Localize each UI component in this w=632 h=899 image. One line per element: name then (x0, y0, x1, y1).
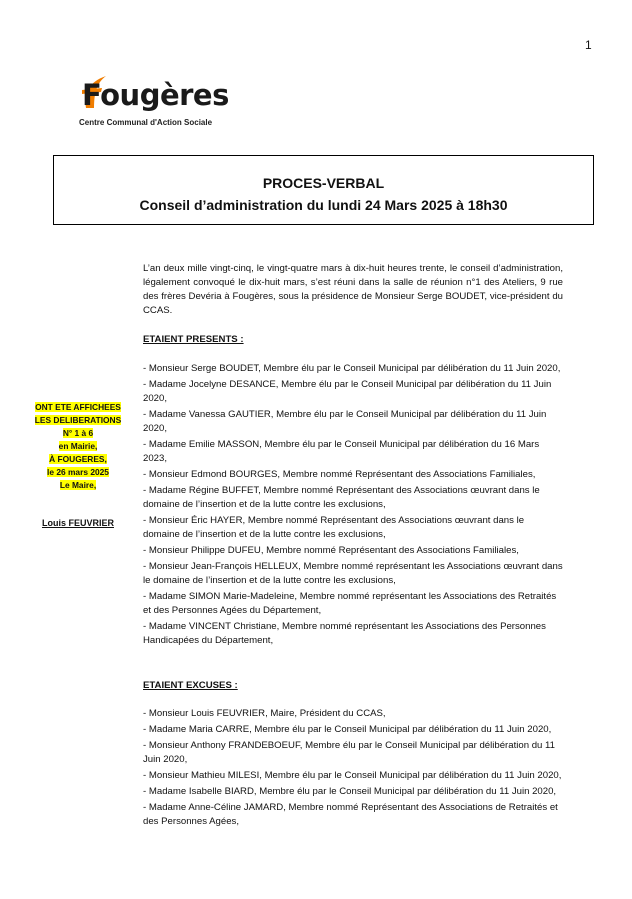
list-item: - Monsieur Louis FEUVRIER, Maire, Président du CCAS, (143, 708, 386, 719)
page-number: 1 (585, 38, 592, 52)
list-item: - Madame Vanessa GAUTIER, Membre élu par le Conseil Municipal par délibération du 11 Juin 2020, (143, 409, 547, 434)
intro-paragraph: L’an deux mille vingt-cinq, le vingt-quatre mars à dix-huit heures trente, le conseil d’administration, légalement convoqué le dix-huit mars, s’est réuni dans la salle de réunion n°1 des Ateliers, 9 rue des frères Devéria à Fougères, sous la présidence de Monsieur Serge BOUDET, vice-président du CCAS. (143, 263, 563, 316)
list-item: - Monsieur Philippe DUFEU, Membre nommé Représentant des Associations Familiales, (143, 545, 519, 556)
list-item: - Madame Isabelle BIARD, Membre élu par le Conseil Municipal par délibération du 11 Juin 2020, (143, 786, 557, 797)
document-subtitle: Conseil d’administration du lundi 24 Mars 2025 à 18h30 (139, 197, 508, 213)
logo-wordmark: Fougères (82, 78, 229, 112)
present-list (143, 362, 563, 648)
excused-list (143, 707, 563, 829)
list-item: - Madame SIMON Marie-Madeleine, Membre nommé représentant les Associations des Retraités et des Personnes Agées du Département, (143, 591, 557, 616)
list-item: - Monsieur Serge BOUDET, Membre élu par le Conseil Municipal par délibération du 11 Juin 2020, (143, 363, 561, 374)
list-item: - Madame Maria CARRE, Membre élu par le Conseil Municipal par délibération du 11 Juin 2020, (143, 724, 552, 735)
notice-line: N° 1 à 6 (62, 428, 94, 438)
notice-line: en Mairie, (58, 441, 98, 451)
list-item: - Madame Anne-Céline JAMARD, Membre nommé Représentant des Associations de Retraités et des Personnes Agées, (143, 802, 558, 827)
notice-line: LES DELIBERATIONS (34, 415, 122, 425)
list-item: - Monsieur Anthony FRANDEBOEUF, Membre élu par le Conseil Municipal par délibération du 11 Juin 2020, (143, 740, 556, 765)
list-item: - Madame VINCENT Christiane, Membre nommé représentant les Associations des Personnes Handicapées du Département, (143, 621, 546, 646)
mayor-signature: Louis FEUVRIER (41, 518, 114, 528)
list-item: - Madame Jocelyne DESANCE, Membre élu par le Conseil Municipal par délibération du 11 Juin 2020, (143, 379, 552, 404)
title-box (53, 155, 594, 225)
present-heading: ETAIENT PRESENTS : (143, 334, 244, 345)
posting-notice (30, 401, 126, 492)
notice-line: À FOUGERES, (49, 454, 107, 464)
excused-heading: ETAIENT EXCUSES : (143, 680, 238, 691)
list-item: - Monsieur Edmond BOURGES, Membre nommé Représentant des Associations Familiales, (143, 469, 536, 480)
list-item: - Madame Régine BUFFET, Membre nommé Représentant des Associations œuvrant dans le domaine de l’insertion et de la lutte contre les exclusions, (143, 485, 540, 510)
list-item: - Monsieur Jean-François HELLEUX, Membre nommé représentant les Associations œuvrant dans le domaine de l’insertion et de la lutte contre les exclusions, (143, 561, 563, 586)
list-item: - Monsieur Éric HAYER, Membre nommé Représentant des Associations œuvrant dans le domaine de l’insertion et de la lutte contre les exclusions, (143, 515, 525, 540)
ccas-logo (76, 70, 236, 132)
list-item: - Monsieur Mathieu MILESI, Membre élu par le Conseil Municipal par délibération du 11 Juin 2020, (143, 770, 562, 781)
notice-line: Le Maire, (59, 480, 97, 490)
list-item: - Madame Emilie MASSON, Membre élu par le Conseil Municipal par délibération du 16 Mars 2023, (143, 439, 540, 464)
notice-line: ONT ETE AFFICHEES (35, 402, 121, 412)
logo-tagline: Centre Communal d'Action Sociale (79, 118, 213, 127)
notice-line: le 26 mars 2025 (47, 467, 109, 477)
excused-section (143, 707, 563, 831)
document-title: PROCES-VERBAL (262, 175, 385, 191)
present-section (143, 362, 563, 650)
